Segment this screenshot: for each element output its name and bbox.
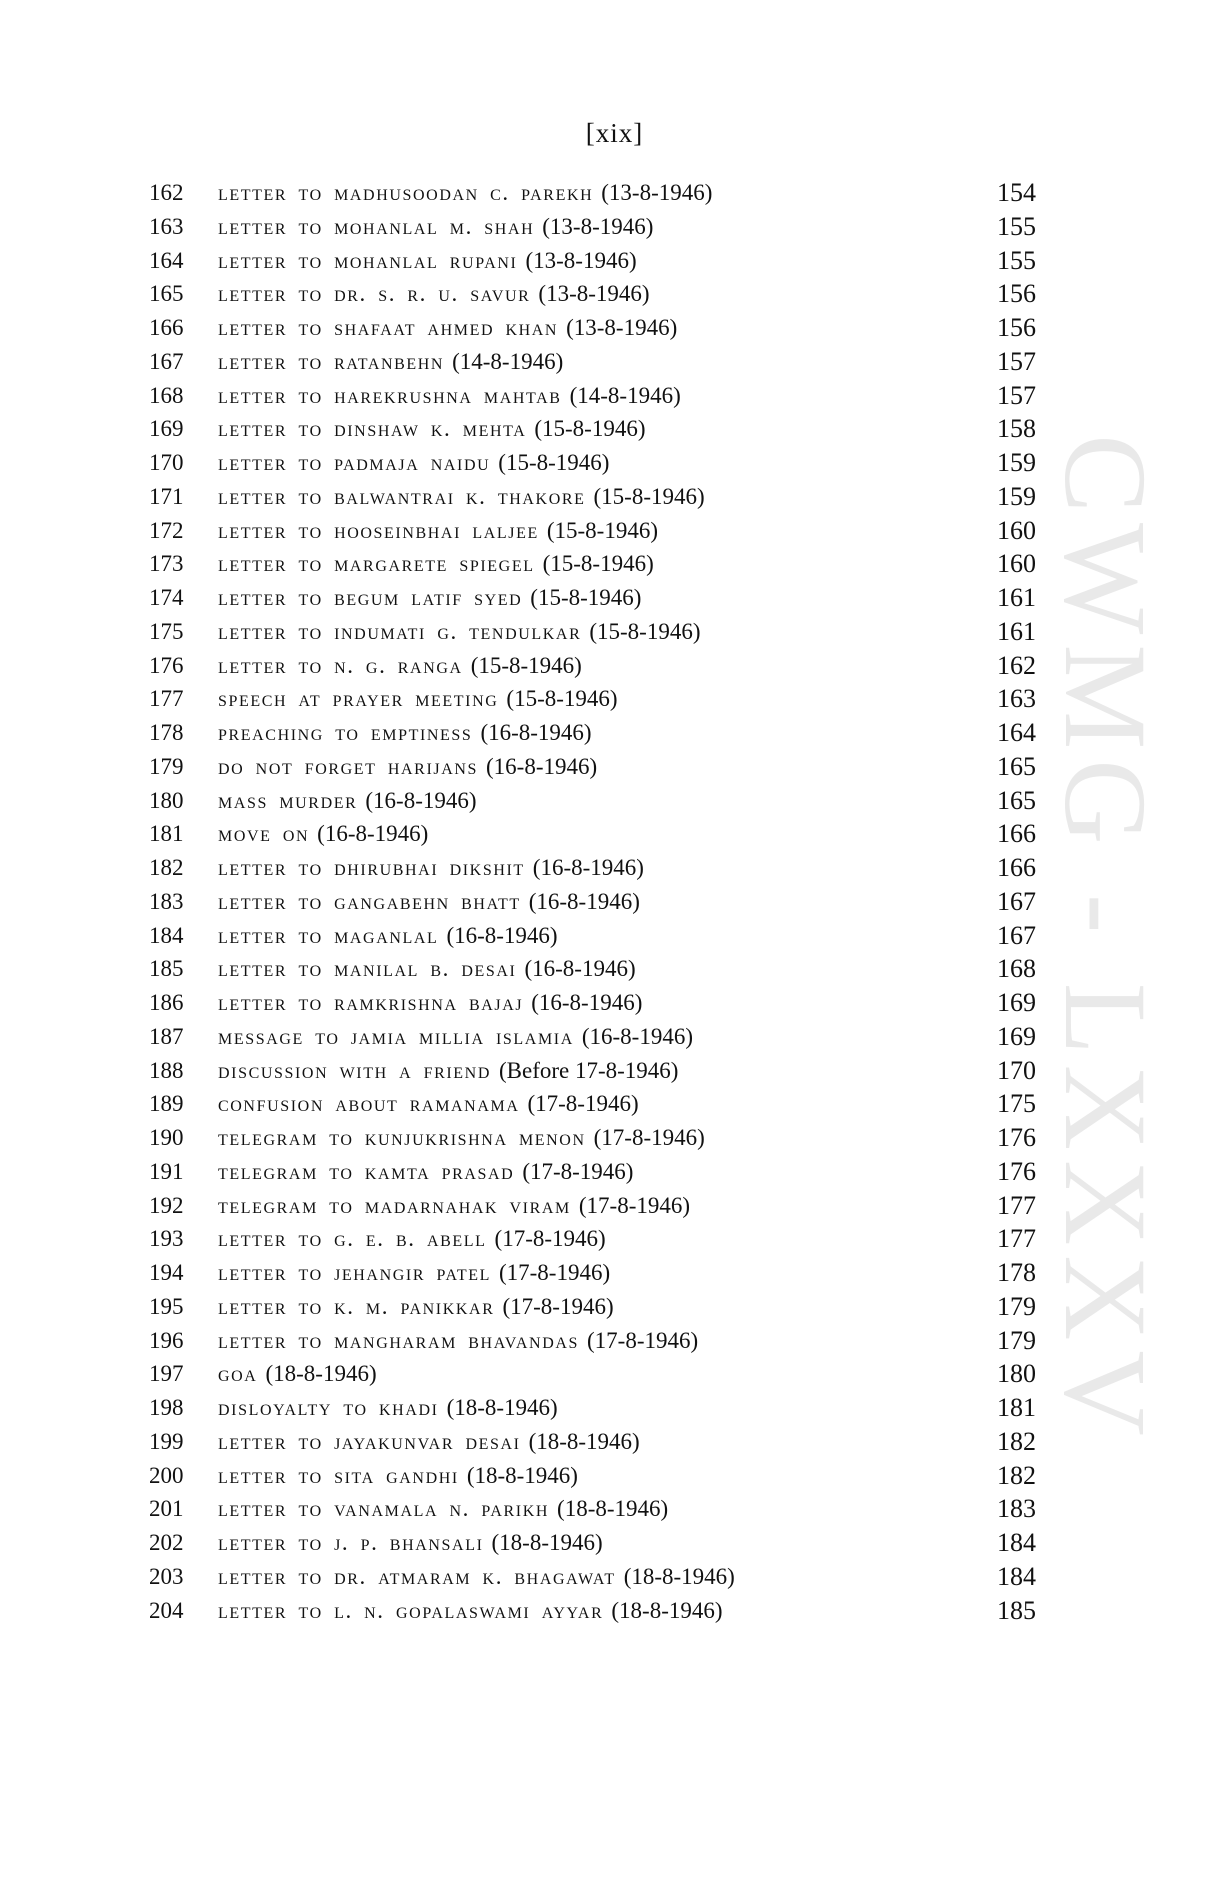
- contents-entry: [0, 885, 1229, 919]
- entry-title: [218, 345, 563, 379]
- watermark-text: CWMG - LXXXV: [1040, 434, 1171, 1446]
- entry-page: 176: [997, 1123, 1036, 1152]
- entry-date: (14-8-1946): [569, 382, 681, 408]
- contents-entry: [0, 1155, 1229, 1189]
- contents-entry: [0, 1256, 1229, 1290]
- entry-page: 177: [997, 1224, 1036, 1254]
- entry-number: 163: [149, 213, 184, 239]
- entry-title-text: letter to padmaja naidu: [218, 450, 491, 475]
- entry-title-text: confusion about ramanama: [218, 1091, 520, 1117]
- entry-number: 192: [149, 1192, 184, 1218]
- entry-title: [218, 817, 428, 851]
- entry-date: (18-8-1946): [528, 1428, 640, 1454]
- contents-entry: [0, 1324, 1229, 1358]
- contents-entry: [0, 1560, 1229, 1594]
- entry-number: 178: [149, 720, 184, 745]
- entry-title: [218, 716, 592, 750]
- entry-title-text: letter to mohanlal m. shah: [218, 213, 535, 239]
- contents-entry: [0, 1391, 1229, 1425]
- entry-number: 196: [149, 1327, 184, 1353]
- entry-date: (18-8-1946): [557, 1496, 669, 1522]
- entry-page: 160: [997, 549, 1036, 579]
- entry-date: (15-8-1946): [498, 450, 610, 475]
- entry-date: (15-8-1946): [542, 551, 654, 577]
- entry-title-text: letter to sita gandhi: [218, 1462, 459, 1488]
- contents-entry: [0, 1526, 1229, 1560]
- entry-title-text: move on: [218, 821, 310, 847]
- entry-title-text: speech at prayer meeting: [218, 686, 499, 712]
- entry-title: [218, 784, 477, 818]
- entry-title-text: disloyalty to khadi: [218, 1395, 439, 1420]
- entry-date: (18-8-1946): [611, 1597, 723, 1623]
- entry-title: [218, 1324, 698, 1358]
- entry-title-text: letter to mohanlal rupani: [218, 247, 518, 273]
- entry-title-text: letter to n. g. ranga: [218, 652, 463, 678]
- contents-entry: [0, 345, 1229, 379]
- entry-page: 169: [997, 1021, 1036, 1051]
- entry-page: 158: [997, 414, 1036, 444]
- entry-number: 201: [149, 1496, 184, 1522]
- entry-number: 183: [149, 888, 184, 914]
- entry-title: [218, 1357, 377, 1391]
- entry-title-text: goa: [218, 1361, 258, 1387]
- entry-title: [218, 1391, 558, 1425]
- entry-page: 175: [997, 1089, 1036, 1119]
- entry-number: 182: [149, 855, 184, 880]
- entry-title: [218, 581, 641, 615]
- contents-entry: [0, 1189, 1229, 1223]
- entry-date: (18-8-1946): [265, 1361, 377, 1387]
- entry-page: 167: [997, 920, 1036, 950]
- entry-title-text: letter to ramkrishna bajaj: [218, 990, 524, 1015]
- entry-number: 176: [149, 652, 184, 678]
- entry-number: 168: [149, 382, 184, 408]
- entry-title: [218, 1594, 723, 1628]
- entry-page: 184: [997, 1561, 1036, 1591]
- entry-title: [218, 1020, 693, 1054]
- entry-title-text: letter to margarete spiegel: [218, 551, 535, 577]
- entry-date: (16-8-1946): [531, 990, 643, 1015]
- entry-number: 184: [149, 922, 184, 948]
- contents-list: [0, 176, 1229, 1627]
- entry-title-text: letter to dr. atmaram k. bhagawat: [218, 1563, 616, 1589]
- entry-date: (13-8-1946): [566, 315, 678, 340]
- entry-title-text: letter to dinshaw k. mehta: [218, 416, 527, 442]
- entry-number: 174: [149, 585, 184, 610]
- entry-date: (17-8-1946): [498, 1260, 611, 1285]
- entry-number: 171: [149, 483, 184, 509]
- entry-page: 155: [997, 245, 1036, 275]
- contents-entry: [0, 615, 1229, 649]
- entry-title-text: letter to jayakunvar desai: [218, 1428, 521, 1454]
- entry-title-text: letter to madhusoodan c. parekh: [218, 180, 594, 205]
- entry-title-text: telegram to madarnahak viram: [218, 1192, 571, 1218]
- entry-title-text: telegram to kunjukrishna menon: [218, 1125, 586, 1150]
- entry-title-text: letter to jehangir patel: [218, 1260, 491, 1285]
- entry-date: (17-8-1946): [593, 1125, 705, 1150]
- entry-number: 187: [149, 1023, 184, 1049]
- entry-title-text: letter to ratanbehn: [218, 348, 445, 374]
- contents-entry: [0, 1357, 1229, 1391]
- entry-number: 179: [149, 753, 184, 779]
- entry-date: (15-8-1946): [593, 483, 705, 509]
- entry-page: 182: [997, 1426, 1036, 1456]
- entry-title: [218, 885, 640, 919]
- entry-number: 175: [149, 618, 184, 644]
- entry-number: 188: [149, 1057, 184, 1083]
- entry-page: 185: [997, 1595, 1036, 1625]
- contents-entry: [0, 176, 1229, 210]
- entry-number: 193: [149, 1226, 184, 1252]
- entry-page: 164: [997, 718, 1036, 747]
- entry-title: [218, 1155, 633, 1189]
- contents-entry: [0, 817, 1229, 851]
- entry-number: 167: [149, 348, 184, 374]
- entry-title-text: letter to vanamala n. parikh: [218, 1496, 550, 1522]
- entry-title-text: letter to k. m. panikkar: [218, 1293, 495, 1319]
- entry-title-text: letter to shafaat ahmed khan: [218, 315, 559, 340]
- entry-title: [218, 1087, 639, 1121]
- entry-title: [218, 446, 609, 480]
- contents-entry: [0, 1054, 1229, 1088]
- contents-entry: [0, 1222, 1229, 1256]
- entry-page: 183: [997, 1494, 1036, 1524]
- contents-entry: [0, 1594, 1229, 1628]
- entry-title-text: preaching to emptiness: [218, 720, 473, 745]
- entry-page: 155: [997, 211, 1036, 241]
- entry-title: [218, 919, 558, 953]
- contents-entry: [0, 1020, 1229, 1054]
- entry-title-text: letter to mangharam bhavandas: [218, 1327, 580, 1353]
- entry-number: 169: [149, 416, 184, 442]
- entry-title: [218, 379, 681, 413]
- contents-entry: [0, 682, 1229, 716]
- entry-title: [218, 210, 653, 244]
- entry-title: [218, 1054, 678, 1088]
- entry-page: 157: [997, 380, 1036, 410]
- entry-number: 162: [149, 180, 184, 205]
- entry-title: [218, 1290, 614, 1324]
- entry-title-text: telegram to kamta prasad: [218, 1158, 515, 1184]
- entry-number: 199: [149, 1428, 184, 1454]
- entry-title: [218, 851, 644, 885]
- entry-title-text: letter to j. p. bhansali: [218, 1530, 484, 1555]
- contents-entry: [0, 547, 1229, 581]
- entry-date: (15-8-1946): [589, 618, 701, 644]
- entry-page: 184: [997, 1528, 1036, 1557]
- entry-number: 194: [149, 1260, 184, 1285]
- entry-number: 190: [149, 1125, 184, 1150]
- entry-date: (16-8-1946): [317, 821, 429, 847]
- entry-page: 154: [997, 178, 1036, 207]
- entry-title-text: letter to manilal b. desai: [218, 956, 517, 982]
- entry-date: (18-8-1946): [623, 1563, 735, 1589]
- entry-date: (13-8-1946): [542, 213, 654, 239]
- contents-entry: [0, 649, 1229, 683]
- entry-date: (15-8-1946): [534, 416, 646, 442]
- entry-title-text: letter to dr. s. r. u. savur: [218, 281, 531, 307]
- entry-page: 181: [997, 1393, 1036, 1422]
- entry-title-text: letter to maganlal: [218, 922, 439, 948]
- entry-title: [218, 615, 701, 649]
- entry-page: 179: [997, 1325, 1036, 1355]
- contents-entry: [0, 952, 1229, 986]
- contents-entry: [0, 986, 1229, 1020]
- entry-number: 200: [149, 1462, 184, 1488]
- entry-page: 180: [997, 1359, 1036, 1389]
- entry-page: 170: [997, 1055, 1036, 1085]
- entry-title: [218, 986, 642, 1020]
- entry-title: [218, 176, 712, 210]
- entry-title-text: letter to indumati g. tendulkar: [218, 618, 582, 644]
- entry-number: 180: [149, 787, 184, 813]
- entry-date: (18-8-1946): [446, 1395, 558, 1420]
- entry-title: [218, 412, 646, 446]
- entry-date: (15-8-1946): [530, 585, 642, 610]
- entry-number: 186: [149, 990, 184, 1015]
- contents-entry: [0, 581, 1229, 615]
- entry-number: 198: [149, 1395, 184, 1420]
- entry-page: 157: [997, 346, 1036, 376]
- entry-date: (17-8-1946): [578, 1192, 691, 1218]
- entry-number: 203: [149, 1563, 184, 1589]
- contents-entry: [0, 379, 1229, 413]
- entry-date: (17-8-1946): [502, 1293, 614, 1319]
- entry-date: (16-8-1946): [446, 922, 558, 948]
- entry-date: (16-8-1946): [524, 956, 636, 982]
- entry-number: 164: [149, 247, 184, 273]
- entry-page: 159: [997, 448, 1036, 477]
- entry-title-text: message to jamia millia islamia: [218, 1023, 574, 1049]
- contents-entry: [0, 446, 1229, 480]
- contents-entry: [0, 1121, 1229, 1155]
- entry-page: 165: [997, 785, 1036, 815]
- entry-date: (13-8-1946): [538, 281, 650, 307]
- entry-page: 169: [997, 988, 1036, 1017]
- entry-title: [218, 750, 597, 784]
- entry-title: [218, 514, 658, 548]
- entry-title: [218, 547, 654, 581]
- contents-entry: [0, 412, 1229, 446]
- contents-entry: [0, 919, 1229, 953]
- entry-title-text: mass murder: [218, 787, 358, 813]
- entry-page: 182: [997, 1460, 1036, 1490]
- entry-date: (17-8-1946): [527, 1091, 639, 1117]
- entry-title-text: do not forget harijans: [218, 753, 479, 779]
- entry-page: 177: [997, 1190, 1036, 1220]
- entry-number: 189: [149, 1091, 184, 1117]
- entry-date: (18-8-1946): [466, 1462, 578, 1488]
- entry-date: (16-8-1946): [480, 720, 592, 745]
- entry-page: 160: [997, 515, 1036, 545]
- entry-number: 173: [149, 551, 184, 577]
- entry-date: (13-8-1946): [525, 247, 637, 273]
- entry-title: [218, 1526, 603, 1560]
- entry-number: 166: [149, 315, 184, 340]
- entry-page: 156: [997, 313, 1036, 342]
- contents-entry: [0, 1425, 1229, 1459]
- entry-title: [218, 480, 705, 514]
- contents-entry: [0, 210, 1229, 244]
- entry-page: 176: [997, 1156, 1036, 1186]
- entry-title-text: letter to l. n. gopalaswami ayyar: [218, 1597, 604, 1623]
- entry-date: (13-8-1946): [601, 180, 713, 205]
- entry-title-text: letter to g. e. b. abell: [218, 1226, 487, 1252]
- entry-title: [218, 244, 637, 278]
- entry-number: 197: [149, 1361, 184, 1387]
- entry-number: 191: [149, 1158, 184, 1184]
- entry-page: 162: [997, 650, 1036, 680]
- entry-date: (18-8-1946): [491, 1530, 603, 1555]
- contents-entry: [0, 480, 1229, 514]
- contents-entry: [0, 1290, 1229, 1324]
- entry-title-text: discussion with a friend: [218, 1057, 491, 1083]
- entry-page: 178: [997, 1258, 1036, 1287]
- entry-page: 163: [997, 684, 1036, 714]
- entry-title: [218, 649, 582, 683]
- entry-page: 166: [997, 819, 1036, 849]
- entry-date: (16-8-1946): [528, 888, 640, 914]
- entry-date: (16-8-1946): [532, 855, 644, 880]
- entry-page: 168: [997, 954, 1036, 984]
- entry-number: 170: [149, 450, 184, 475]
- entry-title: [218, 1222, 606, 1256]
- entry-title: [218, 682, 618, 716]
- entry-number: 185: [149, 956, 184, 982]
- entry-page: 156: [997, 279, 1036, 309]
- entry-title: [218, 1560, 735, 1594]
- entry-date: (15-8-1946): [506, 686, 618, 712]
- entry-title: [218, 1425, 640, 1459]
- entry-page: 161: [997, 616, 1036, 646]
- entry-title: [218, 1492, 668, 1526]
- entry-page: 166: [997, 853, 1036, 882]
- entry-number: 181: [149, 821, 184, 847]
- entry-page: 167: [997, 886, 1036, 916]
- entry-number: 172: [149, 517, 184, 543]
- entry-title-text: letter to dhirubhai dikshit: [218, 855, 525, 880]
- entry-title-text: letter to hooseinbhai laljee: [218, 517, 539, 543]
- contents-entry: [0, 277, 1229, 311]
- contents-entry: [0, 1492, 1229, 1526]
- entry-title-text: letter to balwantrai k. thakore: [218, 483, 586, 509]
- contents-entry: [0, 514, 1229, 548]
- entry-page: 161: [997, 583, 1036, 612]
- contents-entry: [0, 311, 1229, 345]
- entry-number: 195: [149, 1293, 184, 1319]
- entry-title: [218, 952, 636, 986]
- entry-number: 165: [149, 281, 184, 307]
- entry-date: (16-8-1946): [365, 787, 477, 813]
- entry-page: 159: [997, 481, 1036, 511]
- entry-title: [218, 277, 650, 311]
- contents-entry: [0, 1459, 1229, 1493]
- entry-title-text: letter to gangabehn bhatt: [218, 888, 521, 914]
- entry-title: [218, 1459, 578, 1493]
- entry-number: 204: [149, 1597, 184, 1623]
- entry-title: [218, 1189, 690, 1223]
- entry-date: (17-8-1946): [587, 1327, 699, 1353]
- entry-number: 202: [149, 1530, 184, 1555]
- contents-entry: [0, 784, 1229, 818]
- contents-entry: [0, 716, 1229, 750]
- contents-entry: [0, 750, 1229, 784]
- entry-number: 177: [149, 686, 184, 712]
- entry-date: (16-8-1946): [486, 753, 598, 779]
- entry-title-text: letter to begum latif syed: [218, 585, 523, 610]
- entry-date: (Before 17-8-1946): [499, 1057, 679, 1083]
- page-number: [xix]: [585, 118, 644, 148]
- contents-entry: [0, 244, 1229, 278]
- entry-date: (17-8-1946): [494, 1226, 606, 1252]
- contents-entry: [0, 851, 1229, 885]
- entry-title: [218, 1121, 705, 1155]
- entry-date: (15-8-1946): [470, 652, 582, 678]
- entry-title: [218, 1256, 610, 1290]
- entry-date: (17-8-1946): [522, 1158, 634, 1184]
- entry-date: (14-8-1946): [452, 348, 564, 374]
- entry-title-text: letter to harekrushna mahtab: [218, 382, 562, 408]
- contents-entry: [0, 1087, 1229, 1121]
- entry-page: 179: [997, 1291, 1036, 1321]
- entry-date: (16-8-1946): [581, 1023, 693, 1049]
- entry-date: (15-8-1946): [546, 517, 658, 543]
- entry-page: 165: [997, 751, 1036, 781]
- entry-title: [218, 311, 677, 345]
